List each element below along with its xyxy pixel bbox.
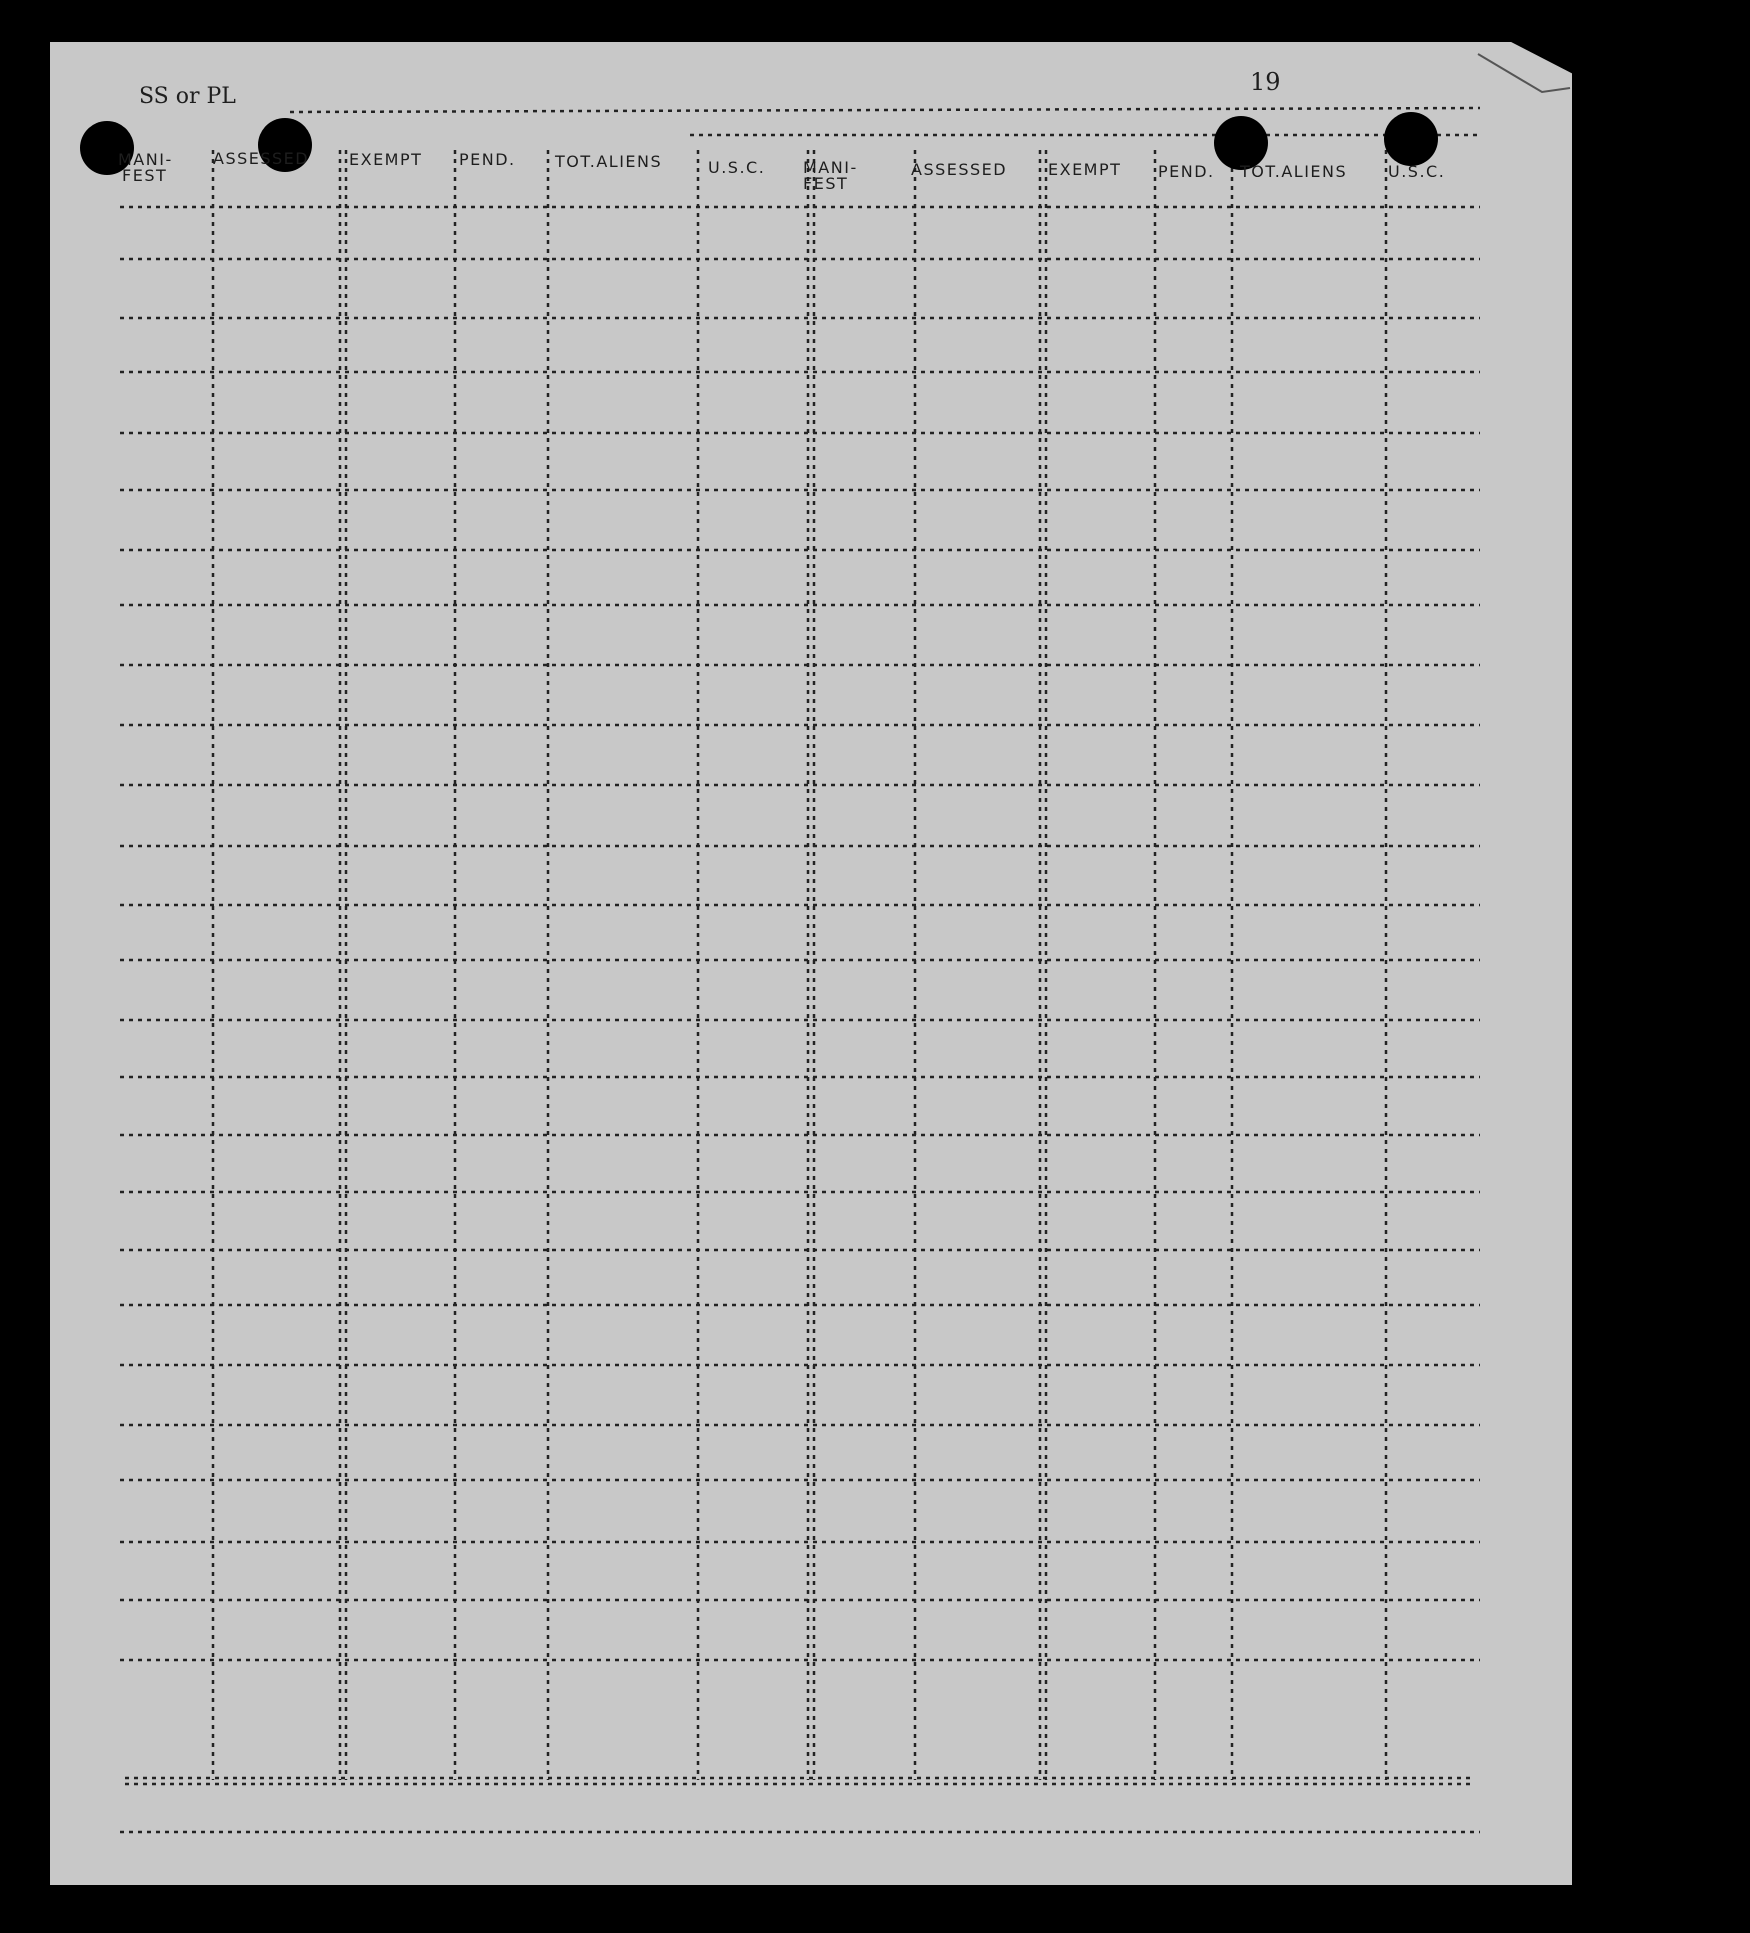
col-pending-right: PEND. — [1158, 162, 1215, 181]
col-pending-left: PEND. — [459, 150, 516, 169]
col-usc-left: U.S.C. — [708, 158, 766, 177]
col-assessed-left: ASSESSED — [213, 149, 310, 168]
vessel-label: SS or PL — [139, 84, 236, 109]
col-total-aliens-left: TOT.ALIENS — [555, 152, 663, 171]
col-manifest-left-line2: FEST — [122, 166, 168, 185]
punch-hole-4 — [1384, 112, 1438, 166]
header-top-rule — [290, 108, 1480, 112]
col-total-aliens-right: TOT.ALIENS — [1240, 162, 1348, 181]
col-manifest-right — [803, 160, 858, 192]
col-exempt-left: EXEMPT — [349, 150, 423, 169]
col-exempt-right: EXEMPT — [1048, 160, 1122, 179]
col-usc-right: U.S.C. — [1388, 162, 1446, 181]
col-manifest-right-line1: MANI- — [803, 158, 858, 177]
col-manifest-left-line1: MANI- — [118, 150, 173, 169]
col-manifest-right-line2: FEST — [803, 174, 849, 193]
col-assessed-right: ASSESSED — [911, 160, 1008, 179]
page-number: 19 — [1250, 68, 1281, 96]
col-manifest-left — [118, 152, 173, 184]
